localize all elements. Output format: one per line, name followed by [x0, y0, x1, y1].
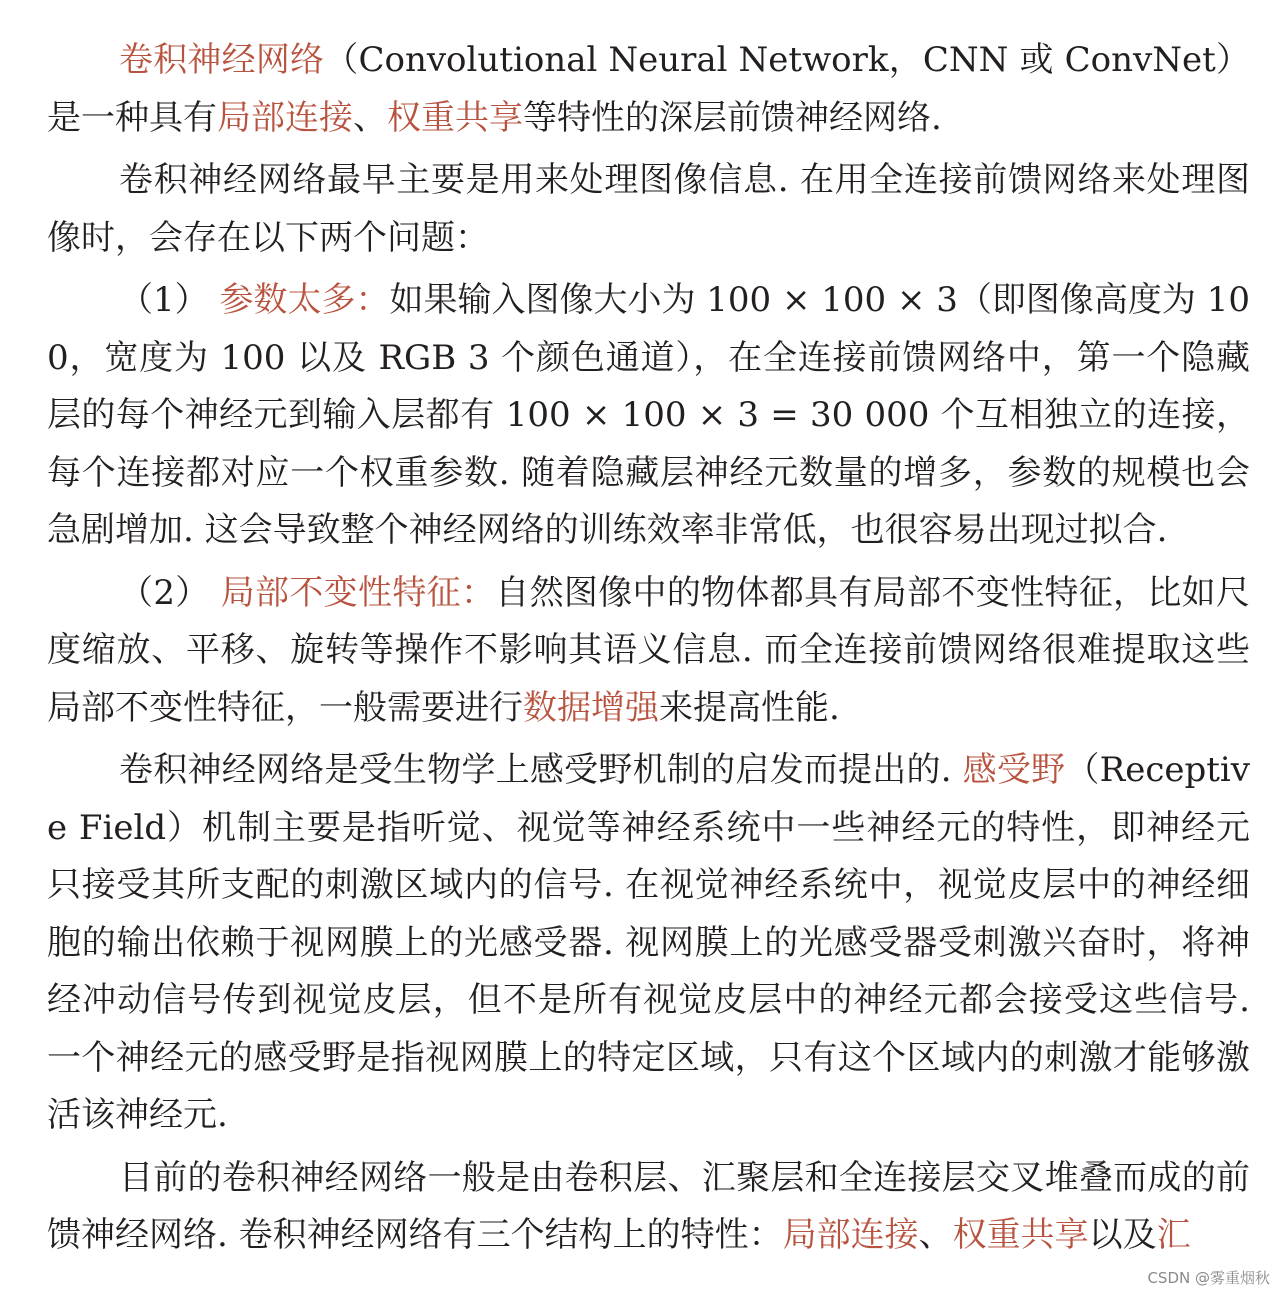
paragraph-cnn-definition — [47, 32, 1250, 147]
paragraph-image-processing-intro — [47, 152, 1250, 267]
highlighted-term: 局部连接 — [782, 1215, 919, 1255]
paragraph-local-invariance — [47, 565, 1250, 738]
text-run: 、 — [353, 97, 387, 138]
highlighted-term: 感受野 — [962, 750, 1066, 790]
text-run: （Receptive Field）机制主要是指听觉、视觉等神经系统中一些神经元的特性，即神经元只接受其所支配的刺激区域内的信号. 在视觉神经系统中，视觉皮层中的神经细胞的输出依赖于视网膜上的光感受器. 视网膜上的光感受器受刺激兴奋时，将神经冲动信号传到视觉皮层，但不是所有视觉皮层中的神经元都会接受这些信号. 一个神经元的感受野是指视网膜上的特定区域，只有这个区域内的刺激才能够激活该神经元. — [47, 750, 1250, 1135]
highlighted-term: 局部连接 — [217, 97, 353, 138]
paragraph-cnn-structure — [47, 1150, 1250, 1265]
highlighted-term: 汇 — [1156, 1215, 1191, 1255]
text-run: 来提高性能. — [659, 687, 840, 728]
text-run: （2） — [119, 572, 221, 613]
document-body — [47, 32, 1250, 1265]
text-run: （1） — [119, 280, 220, 320]
text-run: 卷积神经网络最早主要是用来处理图像信息. 在用全连接前馈网络来处理图像时，会存在以下两个问题： — [47, 160, 1250, 258]
highlighted-term: 权重共享 — [387, 97, 523, 138]
text-run: 如果输入图像大小为 100 × 100 × 3（即图像高度为 100，宽度为 100 以及 RGB 3 个颜色通道），在全连接前馈网络中，第一个隐藏层的每个神经元到输入层都有 100 × 100 × 3 = 30 000 个互相独立的连接，每个连接都对应一个权重参数. 随着隐藏层神经元数量的增多，参数的规模也会急剧增加. 这会导致整个神经网络的训练效率非常低，也很容易出现过拟合. — [47, 280, 1250, 550]
text-run: 等特性的深层前馈神经网络. — [523, 97, 942, 138]
watermark: CSDN @雾重烟秋 — [1147, 1269, 1270, 1287]
text-run: （Convolutional Neural Network，CNN 或 ConvNet）是一种具有 — [47, 40, 1250, 138]
highlighted-term: 参数太多： — [219, 280, 390, 320]
highlighted-term: 数据增强 — [523, 687, 659, 728]
highlighted-term: 卷积神经网络 — [119, 40, 325, 80]
highlighted-term: 权重共享 — [952, 1215, 1089, 1255]
text-run: 卷积神经网络是受生物学上感受野机制的启发而提出的. — [119, 750, 963, 790]
text-run: 、 — [918, 1215, 953, 1255]
text-run: 自然图像中的物体都具有局部不变性特征，比如尺度缩放、平移、旋转等操作不影响其语义信息. 而全连接前馈网络很难提取这些局部不变性特征，一般需要进行 — [47, 572, 1250, 728]
paragraph-too-many-parameters — [47, 272, 1250, 560]
text-run: 以及 — [1088, 1215, 1157, 1255]
text-run: 目前的卷积神经网络一般是由卷积层、汇聚层和全连接层交叉堆叠而成的前馈神经网络. 卷积神经网络有三个结构上的特性： — [47, 1157, 1250, 1255]
highlighted-term: 局部不变性特征： — [220, 572, 496, 613]
paragraph-receptive-field — [47, 742, 1250, 1145]
